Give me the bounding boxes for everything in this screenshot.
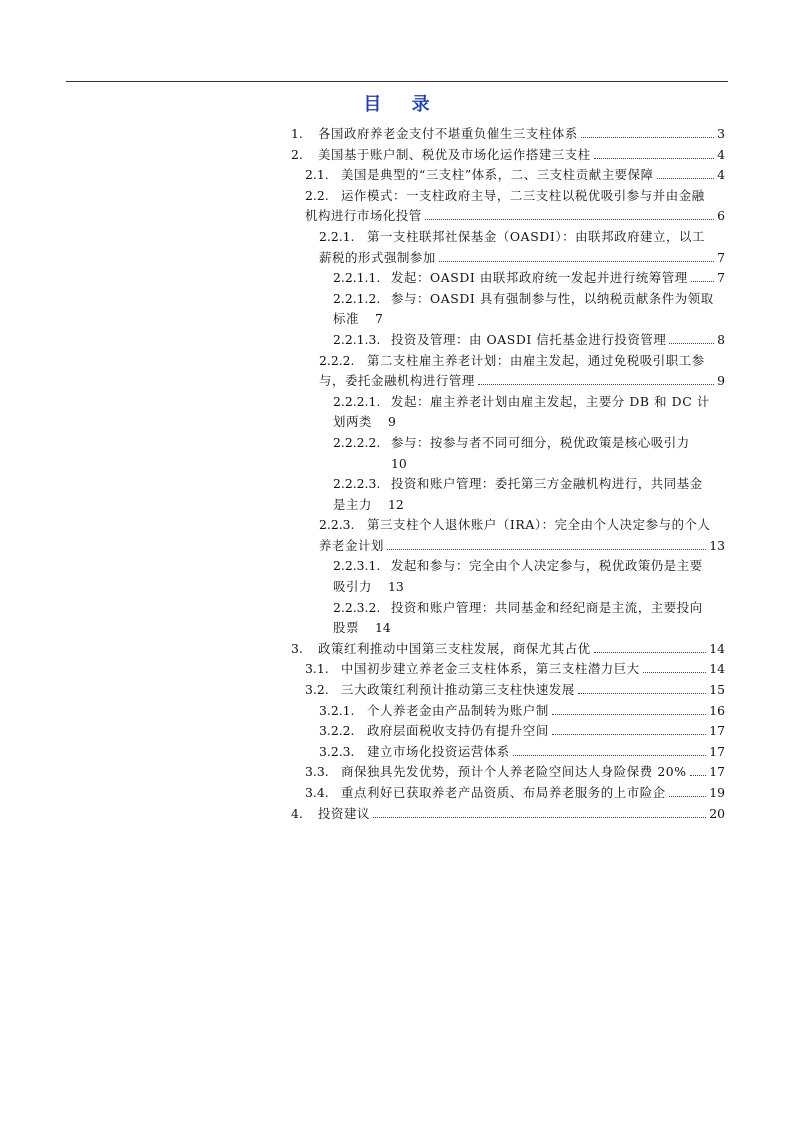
toc-entry[interactable] xyxy=(0,556,793,597)
page-title: 目 录 xyxy=(363,94,442,115)
toc-title: 发起和参与：完全由个人决定参与，税优政策仍是主要 xyxy=(391,558,703,574)
toc-number: 2.2.3. xyxy=(319,517,355,533)
toc-title: 政府层面税收支持仍有提升空间 xyxy=(367,723,549,739)
dot-leader xyxy=(657,178,714,179)
toc-entry[interactable] xyxy=(0,639,793,660)
toc-number: 2.2.1.1. xyxy=(333,270,381,286)
toc-title-continued: 机构进行市场化投管 xyxy=(305,208,422,224)
dot-leader xyxy=(669,796,706,797)
dot-leader xyxy=(439,261,714,262)
dot-leader xyxy=(643,672,706,673)
toc-page: 17 xyxy=(709,743,725,759)
dot-leader xyxy=(690,775,707,776)
dot-leader xyxy=(691,281,714,282)
toc-number: 3.4. xyxy=(305,785,329,800)
toc-number: 3.1. xyxy=(305,661,329,677)
toc-entry[interactable] xyxy=(0,680,793,701)
toc-title: 第一支柱联邦社保基金（OASDI）：由联邦政府建立，以工 xyxy=(367,228,706,244)
dot-leader xyxy=(578,693,706,694)
toc-number: 2.2.2. xyxy=(319,352,355,368)
toc-page: 4 xyxy=(717,167,725,183)
toc-title-continued: 划两类 xyxy=(333,414,372,430)
toc-page: 15 xyxy=(709,682,725,698)
toc-title: 第二支柱雇主养老计划：由雇主发起，通过免税吸引职工参 xyxy=(367,352,705,368)
toc-title: 发起：OASDI 由联邦政府统一发起并进行统筹管理 xyxy=(391,270,688,286)
toc-title: 美国是典型的“三支柱”体系，二、三支柱贡献主要保障 xyxy=(341,167,654,183)
toc-title: 商保独具先发优势，预计个人养老险空间达人身险保费 20% xyxy=(341,764,687,780)
toc-entry[interactable] xyxy=(0,289,793,330)
toc-page: 6 xyxy=(717,208,725,224)
toc-entry[interactable] xyxy=(0,124,793,145)
toc-title: 参与：按参与者不同可细分，税优政策是核心吸引力 xyxy=(391,434,690,450)
toc-page: 3 xyxy=(717,126,725,141)
toc-title: 美国基于账户制、税优及市场化运作搭建三支柱 xyxy=(318,146,591,162)
toc-number: 2.2.3.1. xyxy=(333,558,381,574)
toc-entry[interactable] xyxy=(0,227,793,268)
toc-number: 3.2. xyxy=(305,682,329,698)
toc-entry[interactable] xyxy=(0,392,793,433)
toc-page: 9 xyxy=(387,414,396,430)
toc-page: 17 xyxy=(709,723,725,739)
toc-number: 2.2.1. xyxy=(319,228,355,244)
toc-entry[interactable] xyxy=(0,783,793,804)
toc-entry[interactable] xyxy=(0,701,793,722)
dot-leader xyxy=(552,714,706,715)
toc-entry[interactable] xyxy=(0,659,793,680)
toc-number: 4. xyxy=(291,805,303,821)
toc-number: 3.3. xyxy=(305,764,329,780)
toc-page: 9 xyxy=(717,373,725,389)
toc-page: 8 xyxy=(717,331,725,347)
toc-number: 3.2.3. xyxy=(319,743,355,759)
toc-entry[interactable] xyxy=(0,433,793,474)
toc-page: 4 xyxy=(717,146,725,162)
dot-leader xyxy=(552,734,706,735)
dot-leader xyxy=(669,343,714,344)
toc-entry[interactable] xyxy=(0,598,793,639)
toc-entry[interactable] xyxy=(0,186,793,227)
toc-entry[interactable] xyxy=(0,351,793,392)
toc-title-continued: 与，委托金融机构进行管理 xyxy=(319,373,475,389)
toc-entry[interactable] xyxy=(0,742,793,763)
toc-page: 14 xyxy=(374,620,391,636)
toc-title-continued: 薪税的形式强制参加 xyxy=(319,249,436,265)
dot-leader xyxy=(594,652,706,653)
toc-entry[interactable] xyxy=(0,762,793,783)
toc-number: 2.2.1.2. xyxy=(333,290,381,306)
dot-leader xyxy=(581,137,714,138)
toc-number: 2.2.1.3. xyxy=(333,331,381,347)
dot-leader xyxy=(513,755,706,756)
dot-leader xyxy=(387,549,706,550)
toc-page: 7 xyxy=(374,311,383,327)
toc-number: 2.1. xyxy=(305,167,329,183)
toc-page: 13 xyxy=(709,537,725,553)
toc-page: 10 xyxy=(391,455,407,471)
dot-leader xyxy=(373,817,706,818)
toc-title-continued: 养老金计划 xyxy=(319,537,384,553)
toc-number: 2.2.2.2. xyxy=(333,434,381,450)
dot-leader xyxy=(594,158,714,159)
toc-title: 投资和账户管理：委托第三方金融机构进行，共同基金 xyxy=(391,476,703,492)
toc-title: 各国政府养老金支付不堪重负催生三支柱体系 xyxy=(318,126,578,141)
toc-number: 2.2.2.3. xyxy=(333,476,381,492)
toc-number: 2.2. xyxy=(305,187,329,203)
toc-page: 13 xyxy=(387,579,404,595)
toc-title-continued: 标准 xyxy=(333,311,359,327)
toc-page: 14 xyxy=(709,640,725,656)
toc-entry[interactable] xyxy=(0,721,793,742)
toc-page: 19 xyxy=(709,785,725,800)
toc-number: 2.2.3.2. xyxy=(333,599,381,615)
toc-page: 14 xyxy=(709,661,725,677)
toc-entry[interactable] xyxy=(0,474,793,515)
toc-title: 投资及管理：由 OASDI 信托基金进行投资管理 xyxy=(391,331,667,347)
toc-number: 3.2.2. xyxy=(319,723,355,739)
toc-title-continued: 股票 xyxy=(333,620,359,636)
toc-title: 个人养老金由产品制转为账户制 xyxy=(367,702,549,718)
toc-entry[interactable] xyxy=(0,515,793,556)
toc-title: 重点利好已获取养老产品资质、布局养老服务的上市险企 xyxy=(341,785,666,800)
toc-title: 中国初步建立养老金三支柱体系，第三支柱潜力巨大 xyxy=(341,661,640,677)
toc-title: 参与：OASDI 具有强制参与性，以纳税贡献条件为领取 xyxy=(391,290,714,306)
dot-leader xyxy=(425,219,714,220)
toc-entry[interactable] xyxy=(0,165,793,186)
toc-page: 17 xyxy=(709,764,725,780)
toc-title: 投资建议 xyxy=(318,805,370,821)
toc-title: 政策红利推动中国第三支柱发展，商保尤其占优 xyxy=(318,640,591,656)
toc-entry[interactable] xyxy=(0,268,793,289)
table-of-contents xyxy=(0,124,793,824)
toc-page: 7 xyxy=(717,249,725,265)
toc-title-continued: 吸引力 xyxy=(333,579,372,595)
toc-number: 2.2.2.1. xyxy=(333,393,381,409)
toc-number: 1. xyxy=(291,126,303,141)
toc-title-continued: 是主力 xyxy=(333,496,372,512)
toc-title: 运作模式：一支柱政府主导，二三支柱以税优吸引参与并由金融 xyxy=(341,187,705,203)
dot-leader xyxy=(478,384,714,385)
toc-page: 20 xyxy=(709,805,725,821)
toc-title: 建立市场化投资运营体系 xyxy=(367,743,510,759)
toc-page: 16 xyxy=(709,702,725,718)
toc-entry[interactable] xyxy=(0,145,793,166)
toc-page: 12 xyxy=(387,496,404,512)
toc-entry[interactable] xyxy=(0,804,793,825)
toc-number: 3. xyxy=(291,640,303,656)
toc-number: 3.2.1. xyxy=(319,702,355,718)
toc-title: 三大政策红利预计推动第三支柱快速发展 xyxy=(341,682,575,698)
toc-number: 2. xyxy=(291,146,303,162)
toc-title: 投资和账户管理：共同基金和经纪商是主流，主要投向 xyxy=(391,599,703,615)
toc-title: 发起：雇主养老计划由雇主发起，主要分 DB 和 DC 计 xyxy=(391,393,710,409)
toc-page: 7 xyxy=(717,270,725,286)
toc-title: 第三支柱个人退休账户（IRA）：完全由个人决定参与的个人 xyxy=(367,517,711,533)
header-rule xyxy=(66,81,728,82)
toc-entry[interactable] xyxy=(0,330,793,351)
